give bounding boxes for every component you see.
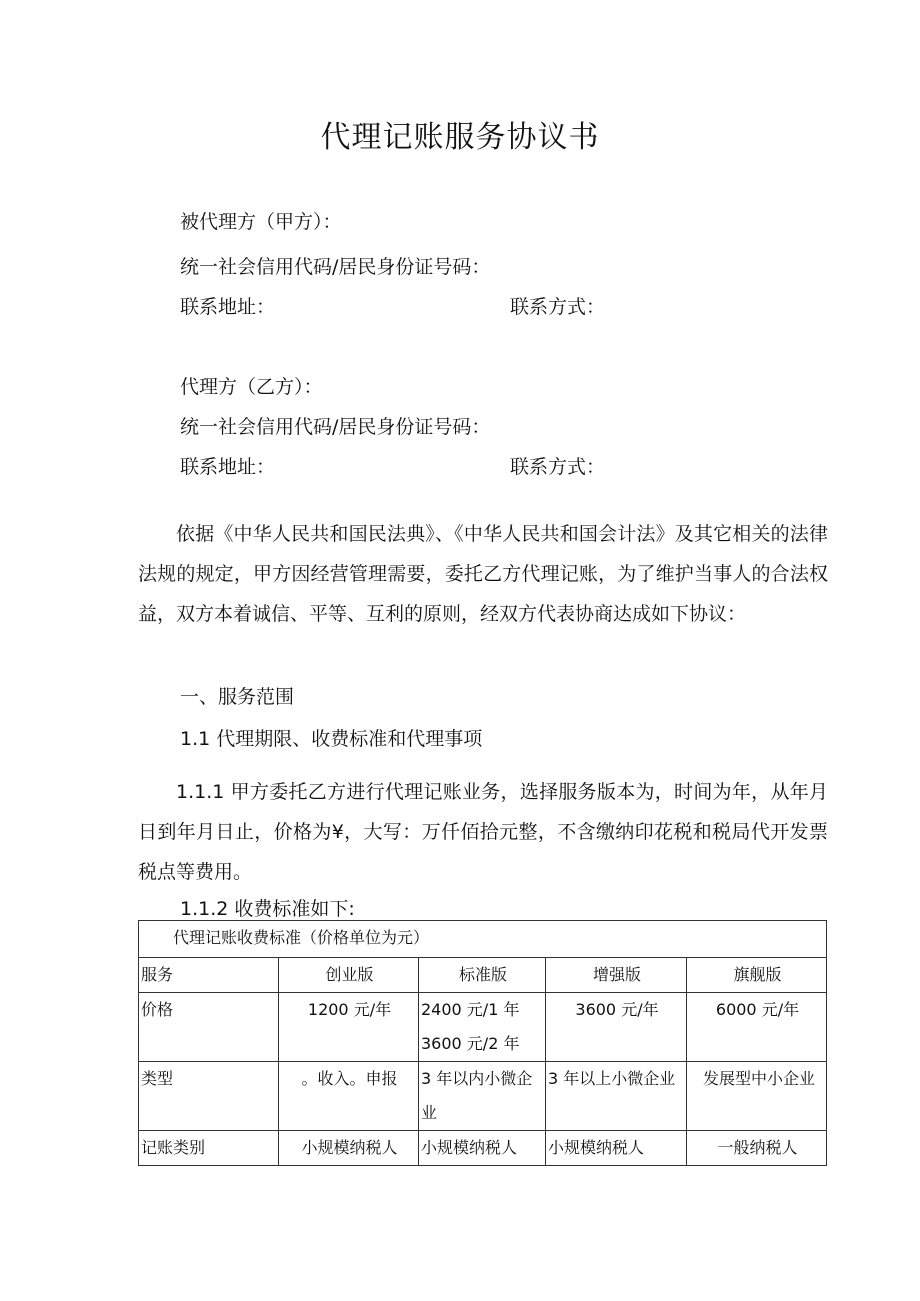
party-a-id-label: 统一社会信用代码/居民身份证号码： [180,256,491,278]
category-enhanced: 小规模纳税人 [546,1131,687,1166]
document-title: 代理记账服务协议书 [320,120,600,155]
type-enhanced: 3 年以上小微企业 [546,1062,687,1131]
clause-1-1-2: 1.1.2 收费标准如下: [180,898,355,920]
type-startup: 。收入。申报 [279,1062,419,1131]
price-startup: 1200 元/年 [279,993,419,1062]
category-startup: 小规模纳税人 [279,1131,419,1166]
intro-paragraph: 依据《中华人民共和国民法典》、《中华人民共和国会计法》及其它相关的法律法规的规定，甲方因经营管理需要，委托乙方代理记账，为了维护当事人的合法权益，双方本着诚信、平等、互利的原则，经双方代表协商达成如下协议： [138,523,828,625]
type-flagship: 发展型中小企业 [687,1062,827,1131]
price-standard-2yr: 3600 元/2 年 [421,1034,520,1053]
section-1-heading: 一、服务范围 [180,686,295,708]
price-standard-1yr: 2400 元/1 年 [421,1000,520,1019]
party-b-id-label: 统一社会信用代码/居民身份证号码： [180,416,491,438]
party-a-contact-label: 联系方式： [510,296,606,318]
header-service: 服务 [139,958,279,993]
table-header-row [139,958,827,993]
header-startup: 创业版 [279,958,419,993]
category-flagship: 一般纳税人 [687,1131,827,1166]
party-b-address-label: 联系地址： [180,456,276,478]
fee-standard-table [138,920,827,1166]
type-standard-line-2: 业 [421,1103,438,1122]
type-standard [419,1062,546,1131]
header-flagship: 旗舰版 [687,958,827,993]
header-standard: 标准版 [419,958,546,993]
section-1-1-heading: 1.1 代理期限、收费标准和代理事项 [180,728,483,750]
party-b-contact-label: 联系方式： [510,456,606,478]
table-row-category [139,1131,827,1166]
table-row-price [139,993,827,1062]
price-flagship: 6000 元/年 [687,993,827,1062]
price-enhanced: 3600 元/年 [546,993,687,1062]
party-b-heading: 代理方（乙方）： [180,376,323,398]
type-standard-line-1: 3 年以内小微企 [421,1069,533,1088]
category-label: 记账类别 [139,1131,279,1166]
price-standard [419,993,546,1062]
table-row-type [139,1062,827,1131]
party-a-address-label: 联系地址： [180,296,276,318]
header-enhanced: 增强版 [546,958,687,993]
type-label: 类型 [139,1062,279,1131]
clause-1-1-1: 1.1.1 甲方委托乙方进行代理记账业务，选择服务版本为，时间为年，从年月日到年月日止，价格为¥，大写：万仟佰拾元整，不含缴纳印花税和税局代开发票税点等费用。 [138,781,828,883]
category-standard: 小规模纳税人 [419,1131,546,1166]
price-label: 价格 [139,993,279,1062]
table-caption: 代理记账收费标准（价格单位为元） [139,921,827,958]
party-a-heading: 被代理方（甲方）： [180,211,342,233]
